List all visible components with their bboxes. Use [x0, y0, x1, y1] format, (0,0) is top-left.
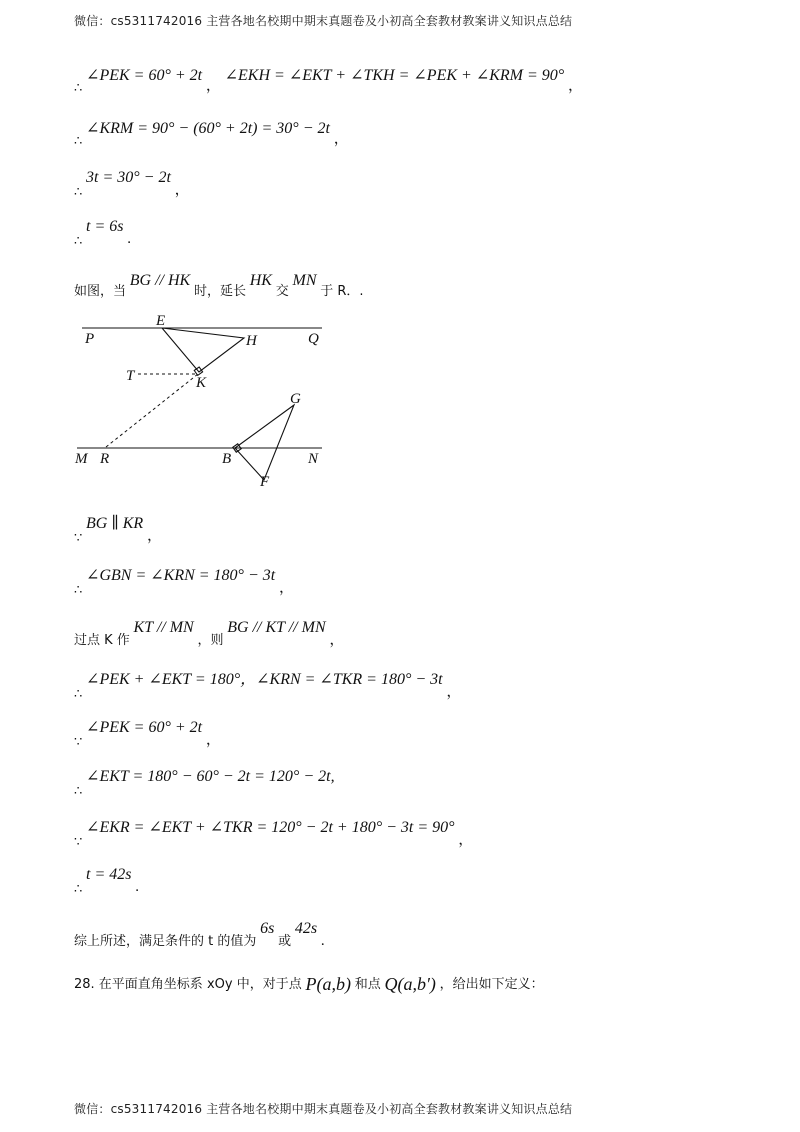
label-e: E	[156, 313, 166, 329]
punctuation: .	[320, 933, 325, 949]
text: 或	[278, 934, 292, 949]
label-m: M	[75, 451, 88, 467]
equation: ∠EKR = ∠EKT + ∠TKR = 120° − 2t + 180° − 3t = 90°	[86, 819, 455, 836]
equation: ∠PEK = 60° + 2t	[86, 719, 203, 736]
label-h: H	[246, 333, 257, 349]
geometry-figure	[72, 310, 332, 490]
equation: ∠EKT = 180° − 60° − 2t = 120° − 2t,	[86, 768, 335, 785]
equation: ∠GBN = ∠KRN = 180° − 3t	[86, 567, 276, 584]
label-p: P	[85, 331, 95, 347]
equation: ∠PEK + ∠EKT = 180°，∠KRN = ∠TKR = 180° − 3t	[86, 671, 443, 688]
equation: ∠KRM = 90° − (60° + 2t) = 30° − 2t	[86, 120, 330, 137]
equation: t = 6s	[86, 218, 124, 235]
text: 综上所述，满足条件的 t 的值为	[74, 934, 257, 949]
text: 28. 在平面直角坐标系 xOy 中，对于点	[74, 977, 302, 992]
because-symbol: ∵	[74, 834, 83, 849]
label-r: R	[100, 451, 110, 467]
line-4	[74, 218, 131, 248]
page-footer: 微信：cs5311742016 主营各地名校期中期末真题卷及小初高全套教材教案讲义知识点总结	[74, 1102, 573, 1116]
therefore-symbol: ∴	[74, 233, 83, 248]
because-symbol: ∵	[74, 530, 83, 545]
punctuation: ，	[446, 684, 462, 700]
text: 时，延长	[193, 284, 246, 299]
line-3	[74, 166, 190, 199]
punctuation: .	[127, 231, 131, 247]
punctuation: ，	[567, 78, 583, 94]
therefore-symbol: ∴	[74, 582, 83, 597]
text: 交	[275, 284, 289, 299]
because-symbol: ∵	[74, 734, 83, 749]
therefore-symbol: ∴	[74, 783, 83, 798]
label-b: B	[222, 451, 232, 467]
equation: BG // KT // MN	[227, 619, 326, 636]
punctuation: .	[135, 879, 139, 895]
equation: KT // MN	[133, 619, 194, 636]
punctuation: ，	[205, 732, 221, 748]
line-8	[74, 616, 345, 648]
line-12	[74, 816, 474, 849]
line-1	[74, 64, 583, 95]
triangle-bgf	[235, 405, 294, 480]
line-5	[74, 270, 364, 299]
page-header: 微信：cs5311742016 主营各地名校期中期末真题卷及小初高全套教材教案讲义知识点总结	[74, 14, 573, 28]
punctuation: ，	[146, 528, 162, 544]
label-n: N	[308, 451, 319, 467]
equation: ∠PEK = 60° + 2t	[86, 67, 203, 84]
equation: HK	[249, 272, 272, 289]
therefore-symbol: ∴	[74, 133, 83, 148]
line-14	[74, 918, 325, 949]
text: ，给出如下定义：	[439, 977, 544, 992]
equation: BG // HK	[129, 272, 191, 289]
text: 过点 K 作	[74, 633, 130, 648]
line-11	[74, 766, 335, 798]
punctuation: ，	[174, 182, 190, 198]
equation: t = 42s	[86, 866, 132, 883]
punctuation: ，	[278, 580, 294, 596]
equation: 42s	[294, 920, 318, 937]
equation: Q(a,b′)	[384, 974, 436, 994]
label-q: Q	[308, 331, 319, 347]
therefore-symbol: ∴	[74, 881, 83, 896]
therefore-symbol: ∴	[74, 80, 83, 95]
equation: BG ∥ KR	[86, 515, 144, 532]
line-9	[74, 666, 462, 701]
therefore-symbol: ∴	[74, 686, 83, 701]
equation: 6s	[260, 920, 275, 937]
line-13	[74, 866, 139, 896]
label-g: G	[290, 391, 301, 407]
line-10	[74, 716, 221, 749]
line-15	[74, 974, 544, 995]
equation: 3t = 30° − 2t	[86, 169, 171, 186]
label-f: F	[260, 474, 270, 490]
dashed-kr	[106, 374, 198, 447]
line-7	[74, 564, 294, 597]
label-k: K	[196, 375, 207, 391]
punctuation: ，	[333, 131, 349, 147]
label-t: T	[126, 368, 135, 384]
punctuation: ，	[458, 832, 474, 848]
text: 于 R．.	[320, 284, 364, 299]
text: 和点	[354, 977, 381, 992]
line-2	[74, 117, 349, 148]
text: 如图，当	[74, 284, 127, 299]
triangle-ekh	[162, 328, 244, 372]
punctuation: ，	[329, 632, 345, 648]
therefore-symbol: ∴	[74, 184, 83, 199]
text: ，则	[197, 633, 224, 648]
line-6	[74, 512, 162, 545]
separator: ，	[205, 78, 221, 94]
equation: P(a,b)	[305, 974, 351, 994]
equation: MN	[292, 272, 317, 289]
equation: ∠EKH = ∠EKT + ∠TKH = ∠PEK + ∠KRM = 90°	[224, 67, 565, 84]
